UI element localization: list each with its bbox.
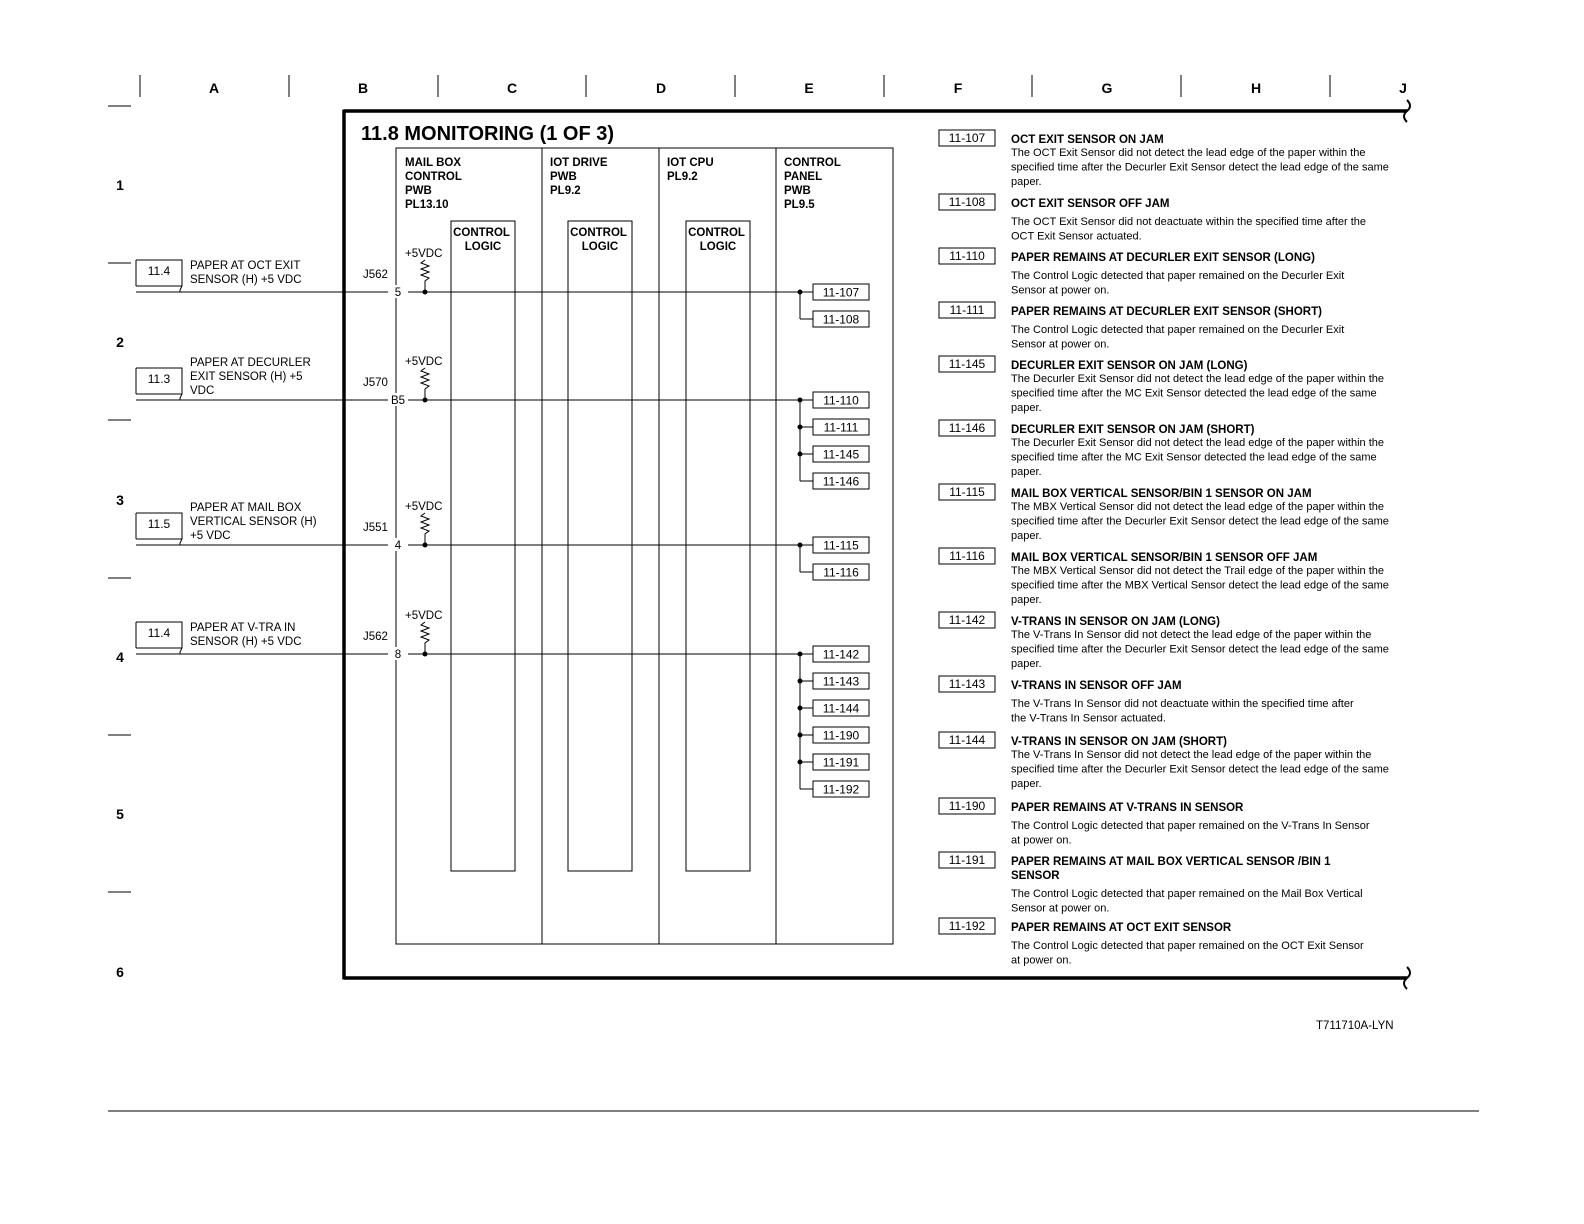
fault-messages (939, 130, 1389, 967)
output-code[interactable]: 11-143 (822, 674, 860, 689)
board-label-control-panel: CONTROL PANEL PWB PL9.5 (784, 157, 841, 211)
fault-description: The MBX Vertical Sensor did not detect the lead edge of the paper within the (1011, 501, 1385, 513)
fault-title: V-TRANS IN SENSOR ON JAM (LONG) (1011, 616, 1220, 628)
fault-message (939, 130, 1389, 188)
fault-description: paper. (1011, 530, 1042, 542)
fault-code[interactable]: 11-110 (949, 249, 985, 263)
pull-up-resistor (421, 260, 429, 292)
supply-voltage-label: +5VDC (405, 248, 443, 260)
fault-code[interactable]: 11-190 (948, 799, 986, 813)
fault-message (939, 612, 1389, 670)
fault-message (939, 852, 1363, 915)
fault-description: specified time after the MC Exit Sensor detected the lead edge of the same (1011, 387, 1377, 400)
output-code[interactable]: 11-144 (822, 701, 860, 716)
output-code[interactable]: 11-146 (822, 474, 860, 489)
fault-title: DECURLER EXIT SENSOR ON JAM (LONG) (1011, 360, 1248, 372)
connector-label: J562 (363, 269, 388, 281)
fault-title: PAPER REMAINS AT OCT EXIT SENSOR (1011, 922, 1232, 934)
fault-description: The Control Logic detected that paper remained on the Mail Box Vertical (1011, 888, 1363, 900)
control-logic-label-2: CONTROL LOGIC (570, 227, 627, 253)
input-signal (136, 356, 800, 407)
control-logic-label-3: CONTROL LOGIC (688, 227, 745, 253)
junction-dot (423, 290, 428, 295)
connector-label: J562 (363, 631, 388, 643)
fault-description: OCT Exit Sensor actuated. (1011, 230, 1142, 243)
column-label-f: F (953, 80, 963, 96)
fault-description: The V-Trans In Sensor did not detect the lead edge of the paper within the (1011, 749, 1372, 761)
signal-ref-tag[interactable]: 11.5 (147, 517, 171, 531)
pull-up-resistor (421, 622, 429, 654)
connector-pin: 4 (394, 540, 402, 552)
fault-message (939, 194, 1366, 243)
output-code[interactable]: 11-191 (822, 755, 860, 770)
column-label-h: H (1250, 80, 1262, 96)
fault-description: specified time after the MC Exit Sensor detected the lead edge of the same (1011, 451, 1377, 464)
fault-message (939, 248, 1344, 297)
pull-up-resistor (421, 513, 429, 545)
fault-description: The V-Trans In Sensor did not detect the lead edge of the paper within the (1011, 629, 1372, 641)
fault-description: paper. (1011, 466, 1042, 478)
connector-pin: 8 (394, 649, 402, 661)
row-label-5: 5 (116, 806, 124, 822)
connector-pin: B5 (390, 395, 406, 407)
fault-description: Sensor at power on. (1011, 902, 1110, 915)
fault-description: Sensor at power on. (1011, 284, 1110, 297)
junction-dot (423, 398, 428, 403)
fault-message (939, 356, 1384, 414)
junction-dot (423, 652, 428, 657)
signal-description: PAPER AT V-TRA IN SENSOR (H) +5 VDC (190, 622, 302, 648)
fault-description: The V-Trans In Sensor did not deactuate within the specified time after (1011, 698, 1354, 710)
fault-description: specified time after the Decurler Exit Sensor detect the lead edge of the same (1011, 161, 1389, 174)
fault-title: MAIL BOX VERTICAL SENSOR/BIN 1 SENSOR ON JAM (1011, 488, 1312, 500)
fault-code[interactable]: 11-191 (948, 853, 986, 867)
fault-description: paper. (1011, 778, 1042, 790)
column-label-d: D (655, 80, 667, 96)
fault-code[interactable]: 11-116 (949, 549, 985, 563)
supply-voltage-label: +5VDC (405, 610, 443, 622)
output-code[interactable]: 11-111 (823, 420, 859, 435)
row-label-6: 6 (116, 964, 124, 980)
fault-code[interactable]: 11-115 (949, 485, 985, 499)
fault-description: paper. (1011, 176, 1042, 188)
fault-message (939, 302, 1344, 351)
fault-title: PAPER REMAINS AT V-TRANS IN SENSOR (1011, 802, 1244, 814)
fault-code[interactable]: 11-145 (948, 357, 986, 371)
row-label-4: 4 (116, 649, 124, 665)
fault-description: at power on. (1011, 834, 1072, 847)
signal-ref-tag[interactable]: 11.3 (147, 372, 171, 386)
output-code[interactable]: 11-110 (823, 393, 859, 408)
board-label-iot-cpu: IOT CPU PL9.2 (667, 157, 714, 183)
input-signals (136, 248, 800, 661)
board-label-mail-box-control: MAIL BOX CONTROL PWB PL13.10 (405, 157, 462, 211)
input-signal (136, 610, 800, 661)
output-group (798, 537, 870, 580)
fault-code[interactable]: 11-142 (948, 613, 986, 627)
fault-description: specified time after the Decurler Exit Sensor detect the lead edge of the same (1011, 515, 1389, 528)
figure-id: T711710A-LYN (1316, 1020, 1394, 1032)
board-label-iot-drive: IOT DRIVE PWB PL9.2 (550, 157, 608, 197)
fault-description: at power on. (1011, 954, 1072, 967)
output-group (798, 284, 870, 327)
fault-message (939, 918, 1364, 967)
supply-voltage-label: +5VDC (405, 501, 443, 513)
connector-label: J551 (363, 522, 388, 534)
fault-title: OCT EXIT SENSOR ON JAM (1011, 134, 1164, 146)
control-logic-label-1: CONTROL LOGIC (453, 227, 510, 253)
output-code[interactable]: 11-115 (823, 538, 859, 553)
row-label-2: 2 (116, 334, 124, 350)
output-group (798, 392, 870, 489)
column-label-a: A (208, 80, 220, 96)
column-label-c: C (506, 80, 518, 96)
fault-description: paper. (1011, 402, 1042, 414)
fault-code[interactable]: 11-192 (948, 919, 986, 933)
row-label-1: 1 (116, 177, 124, 193)
signal-description: PAPER AT OCT EXIT SENSOR (H) +5 VDC (190, 260, 302, 286)
fault-description: paper. (1011, 658, 1042, 670)
input-signal (136, 248, 800, 299)
fault-description: The OCT Exit Sensor did not detect the lead edge of the paper within the (1011, 147, 1366, 159)
fault-title: PAPER REMAINS AT DECURLER EXIT SENSOR (LONG) (1011, 252, 1315, 264)
fault-title: MAIL BOX VERTICAL SENSOR/BIN 1 SENSOR OFF JAM (1011, 552, 1318, 564)
fault-description: Sensor at power on. (1011, 338, 1110, 351)
connector-pin: 5 (394, 287, 402, 299)
output-code[interactable]: 11-116 (823, 565, 859, 580)
page-title: 11.8 MONITORING (1 OF 3) (361, 123, 615, 145)
fault-description: The Decurler Exit Sensor did not detect the lead edge of the paper within the (1011, 373, 1385, 385)
output-code[interactable]: 11-145 (822, 447, 860, 462)
signal-description: PAPER AT DECURLER EXIT SENSOR (H) +5 VDC (190, 357, 311, 397)
fault-title: DECURLER EXIT SENSOR ON JAM (SHORT) (1011, 424, 1255, 436)
fault-message (939, 484, 1389, 542)
fault-title: PAPER REMAINS AT DECURLER EXIT SENSOR (SHORT) (1011, 306, 1322, 318)
output-code[interactable]: 11-192 (822, 782, 860, 797)
column-label-b: B (357, 80, 369, 96)
pull-up-resistor (421, 368, 429, 400)
column-label-e: E (804, 80, 814, 96)
fault-message (939, 676, 1354, 725)
signal-ref-tag[interactable]: 11.4 (147, 626, 171, 640)
output-codes (798, 284, 870, 797)
fault-description: The Control Logic detected that paper remained on the Decurler Exit (1011, 324, 1345, 336)
output-code[interactable]: 11-190 (822, 728, 860, 743)
output-code[interactable]: 11-107 (822, 285, 860, 300)
fault-code[interactable]: 11-108 (948, 195, 986, 209)
junction-dot (423, 543, 428, 548)
column-label-j: J (1399, 80, 1407, 96)
input-signal (136, 501, 800, 552)
fault-description: specified time after the MBX Vertical Sensor detect the lead edge of the same (1011, 579, 1389, 592)
fault-message (939, 548, 1389, 606)
fault-title: V-TRANS IN SENSOR OFF JAM (1011, 680, 1182, 692)
fault-message (939, 732, 1389, 790)
fault-message (939, 420, 1384, 478)
output-code[interactable]: 11-108 (822, 312, 860, 327)
fault-description: specified time after the Decurler Exit Sensor detect the lead edge of the same (1011, 643, 1389, 656)
row-label-3: 3 (116, 492, 124, 508)
fault-description: The Control Logic detected that paper remained on the OCT Exit Sensor (1011, 940, 1364, 952)
fault-title: PAPER REMAINS AT MAIL BOX VERTICAL SENSOR /BIN 1 (1011, 856, 1331, 868)
column-label-g: G (1101, 80, 1113, 96)
fault-description: The Control Logic detected that paper remained on the Decurler Exit (1011, 270, 1345, 282)
fault-message (939, 798, 1370, 847)
fault-code[interactable]: 11-143 (948, 677, 986, 691)
fault-code[interactable]: 11-111 (949, 303, 985, 317)
fault-description: The Control Logic detected that paper remained on the V-Trans In Sensor (1011, 820, 1370, 832)
fault-code[interactable]: 11-107 (948, 131, 986, 145)
fault-title: V-TRANS IN SENSOR ON JAM (SHORT) (1011, 736, 1227, 748)
connector-label: J570 (363, 377, 388, 389)
fault-description: The OCT Exit Sensor did not deactuate within the specified time after the (1011, 216, 1367, 228)
fault-description: paper. (1011, 594, 1042, 606)
output-code[interactable]: 11-142 (822, 647, 860, 662)
fault-description: The Decurler Exit Sensor did not detect the lead edge of the paper within the (1011, 437, 1385, 449)
supply-voltage-label: +5VDC (405, 356, 443, 368)
fault-code[interactable]: 11-146 (948, 421, 986, 435)
fault-title: SENSOR (1011, 870, 1060, 882)
fault-code[interactable]: 11-144 (948, 733, 986, 747)
fault-description: the V-Trans In Sensor actuated. (1011, 712, 1166, 725)
signal-ref-tag[interactable]: 11.4 (147, 264, 171, 278)
signal-description: PAPER AT MAIL BOX VERTICAL SENSOR (H) +5 VDC (190, 502, 317, 542)
fault-title: OCT EXIT SENSOR OFF JAM (1011, 198, 1170, 210)
output-group (798, 646, 870, 797)
fault-description: specified time after the Decurler Exit Sensor detect the lead edge of the same (1011, 763, 1389, 776)
fault-description: The MBX Vertical Sensor did not detect the Trail edge of the paper within the (1011, 565, 1384, 577)
